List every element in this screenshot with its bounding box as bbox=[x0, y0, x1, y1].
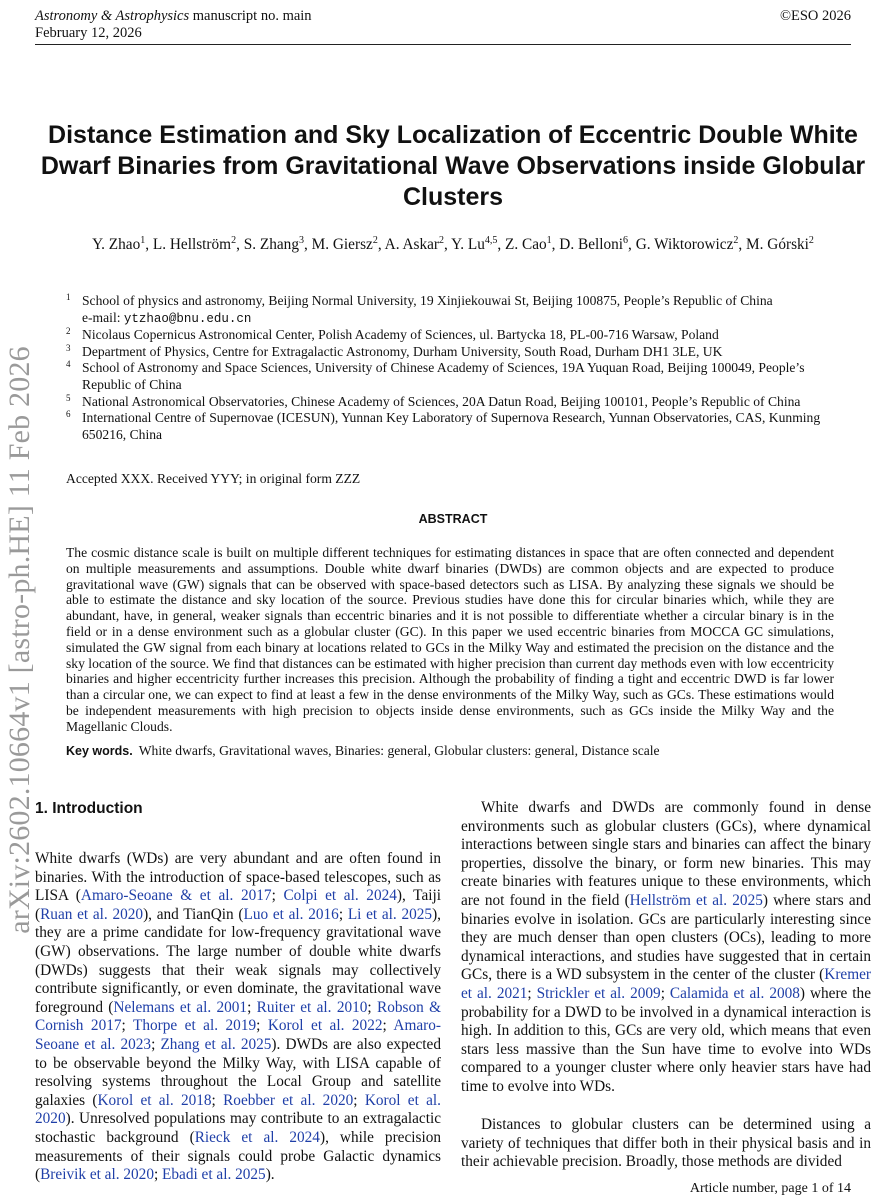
author-name: Z. Cao$^1$ bbox=[505, 235, 552, 254]
body-text: ), and TianQin ( bbox=[143, 905, 244, 923]
author-name: M. Giersz$^2$ bbox=[311, 235, 378, 254]
citation-link[interactable]: Thorpe et al. 2019 bbox=[133, 1017, 257, 1035]
citation-link[interactable]: Breivik et al. 2020 bbox=[40, 1166, 154, 1184]
citation-link[interactable]: Li et al. 2025 bbox=[347, 905, 433, 923]
author-affiliation-mark: 2 bbox=[808, 235, 814, 246]
citation-link[interactable]: Zhang et al. 2025 bbox=[160, 1035, 272, 1053]
author-name: S. Zhang$^3$ bbox=[243, 235, 304, 254]
citation-link[interactable]: Roebber et al. 2020 bbox=[223, 1091, 354, 1109]
citation-link[interactable]: Rieck et al. 2024 bbox=[194, 1128, 320, 1146]
affiliation-number: 3 bbox=[66, 342, 71, 353]
body-text: ; bbox=[153, 1166, 163, 1184]
author-affiliation-mark: 2 bbox=[231, 235, 237, 246]
affiliation-text: International Centre of Supernovae (ICESUN), Yunnan Key Laboratory of Supernova Research, Yunnan Observatories, CAS, Kunming 650216, China bbox=[82, 410, 821, 442]
affiliation-item bbox=[66, 293, 835, 327]
email-line bbox=[82, 310, 835, 328]
affiliation-item bbox=[66, 410, 835, 443]
body-text: ; bbox=[211, 1091, 224, 1109]
citation-link[interactable]: Amaro-Seoane & et al. 2017 bbox=[80, 887, 272, 905]
paper-title: Distance Estimation and Sky Localization of Eccentric Double White Dwarf Binaries from Gravitational Wave Observations inside Globular Clusters bbox=[40, 121, 866, 211]
affiliation-number: 6 bbox=[66, 409, 71, 420]
accepted-line: Accepted XXX. Received YYY; in original form ZZZ bbox=[66, 471, 361, 486]
body-text: ). bbox=[265, 1166, 275, 1184]
intro-paragraph-1 bbox=[35, 850, 441, 1185]
affiliation-item bbox=[66, 327, 835, 344]
body-text: ; bbox=[151, 1035, 161, 1053]
body-text: ; bbox=[353, 1091, 365, 1109]
body-text: Distances to globular clusters can be determined using a variety of techniques that differ both in their physical basis and in their achievable precision. Broadly, those methods are divided bbox=[461, 1116, 871, 1171]
body-text: ; bbox=[338, 905, 348, 923]
body-text: ; bbox=[382, 1017, 394, 1035]
author-affiliation-mark: 3 bbox=[298, 235, 304, 246]
body-text: ; bbox=[256, 1017, 268, 1035]
author-name: Y. Lu$^{4,5}$ bbox=[451, 235, 498, 254]
author-name: G. Wiktorowicz$^2$ bbox=[635, 235, 739, 254]
body-text: ), they are a prime candidate for low-frequency gravitational wave (GW) observations. The large number of double white dwarfs (DWDs) suggests that their weak signals may collectively contribute significantly, or even dominate, the gravitational wave foreground ( bbox=[35, 905, 441, 1016]
body-text: White dwarfs and DWDs are commonly found in dense environments such as globular clusters (GCs), where dynamical interactions between single stars and binaries can affect the binary properties, dissolve the binary, or form new binaries. This may create binaries with features unique to these environments, which are not found in the field ( bbox=[461, 799, 871, 909]
manuscript-label: manuscript no. main bbox=[192, 8, 312, 24]
intro-paragraph-3 bbox=[461, 1116, 871, 1172]
header-date bbox=[35, 24, 851, 42]
author-name: L. Hellström$^2$ bbox=[152, 235, 237, 254]
affiliation-item bbox=[66, 344, 835, 361]
running-header bbox=[35, 7, 851, 25]
author-affiliation-mark: 2 bbox=[439, 235, 445, 246]
body-text: ), Taiji ( bbox=[35, 887, 442, 923]
body-text: ). Unresolved populations may contribute to an extragalactic stochastic background ( bbox=[35, 1110, 441, 1146]
email-link[interactable]: ytzhao@bnu.edu.cn bbox=[123, 311, 252, 326]
affiliation-list bbox=[66, 293, 835, 443]
citation-link[interactable]: Hellström et al. 2025 bbox=[629, 891, 763, 909]
body-text: ; bbox=[367, 998, 378, 1016]
affiliation-item bbox=[66, 394, 835, 411]
citation-link[interactable]: Ebadi et al. 2025 bbox=[162, 1166, 266, 1184]
body-text: ; bbox=[121, 1017, 133, 1035]
author-list: Y. Zhao$^1$, L. Hellström$^2$, S. Zhang$^3$, M. Giersz$^2$, A. Askar$^2$, Y. Lu$^{4,5}$, Z. Cao$^1$, D. Belloni$^6$, G. Wiktorowicz$^2$, M. Górski$^2$ bbox=[92, 235, 814, 254]
affiliation-item bbox=[66, 360, 835, 393]
body-text: ; bbox=[247, 998, 257, 1016]
affiliation-text: School of physics and astronomy, Beijing Normal University, 19 Xinjiekouwai St, Beijing 100875, People’s Republic of China bbox=[82, 293, 773, 308]
citation-link[interactable]: Korol et al. 2022 bbox=[267, 1017, 383, 1035]
affiliation-text: Department of Physics, Centre for Extragalactic Astronomy, Durham University, South Road, Durham DH1 3LE, UK bbox=[82, 343, 723, 359]
author-affiliation-mark: 1 bbox=[546, 235, 552, 246]
author-affiliation-mark: 1 bbox=[140, 235, 146, 246]
author-affiliation-mark: 2 bbox=[372, 235, 378, 246]
body-text: ). DWDs are also expected to be observable beyond the Milky Way, with LISA capable of resolving systems throughout the Local Group and satellite galaxies ( bbox=[35, 1035, 441, 1109]
citation-link[interactable]: Nelemans et al. 2001 bbox=[113, 998, 248, 1016]
keywords bbox=[66, 743, 660, 759]
body-text: ), while precision measurements of their signals could probe Galactic dynamics ( bbox=[35, 1128, 442, 1184]
affiliation-text: National Astronomical Observatories, Chinese Academy of Sciences, 20A Datun Road, Beijing 100101, People’s Republic of China bbox=[82, 393, 801, 409]
intro-paragraph-2 bbox=[461, 799, 871, 1097]
copyright: ©ESO 2026 bbox=[779, 8, 851, 24]
body-text: ; bbox=[527, 984, 537, 1002]
keywords-text: White dwarfs, Gravitational waves, Binaries: general, Globular clusters: general, Distance scale bbox=[138, 743, 660, 758]
arxiv-stamp-text: arXiv:2602.10664v1 [astro-ph.HE] 11 Feb 2026 bbox=[3, 346, 36, 934]
author-affiliation-mark: 6 bbox=[623, 235, 629, 246]
body-text: White dwarfs (WDs) are very abundant and are often found in binaries. With the introduction of space-based telescopes, such as LISA ( bbox=[35, 850, 441, 905]
author-name: Y. Zhao$^1$ bbox=[92, 235, 146, 254]
author-name: A. Askar$^2$ bbox=[384, 235, 445, 254]
arxiv-stamp[interactable] bbox=[2, 300, 38, 980]
citation-link[interactable]: Robson & Cornish 2017 bbox=[35, 998, 441, 1035]
email-label: e-mail: bbox=[82, 309, 124, 325]
abstract-heading: ABSTRACT bbox=[418, 512, 488, 526]
author-affiliation-mark: 4,5 bbox=[484, 235, 498, 246]
affiliation-number: 5 bbox=[66, 392, 71, 403]
body-text: ) where the probability for a DWD to be involved in a dynamical interaction is high. In addition to this, GCs are very old, which means that even stars less massive than the Sun have time to evolve into WDs compared to a younger cluster where only heavier stars have had time to evolve into WDs. bbox=[461, 984, 871, 1095]
page-footer: Article number, page 1 of 14 bbox=[689, 1181, 851, 1196]
citation-link[interactable]: Korol et al. 2018 bbox=[97, 1091, 212, 1109]
affiliation-number: 4 bbox=[66, 359, 71, 370]
affiliation-number: 1 bbox=[66, 292, 71, 302]
section-heading: 1. Introduction bbox=[35, 800, 143, 817]
affiliation-number: 2 bbox=[66, 326, 71, 337]
citation-link[interactable]: Kremer et al. 2021 bbox=[461, 966, 871, 1002]
affiliation-text: Nicolaus Copernicus Astronomical Center, Polish Academy of Sciences, ul. Bartycka 18, PL-00-716 Warsaw, Poland bbox=[82, 327, 719, 343]
affiliation-text: School of Astronomy and Space Sciences, University of Chinese Academy of Sciences, 19A Yuquan Road, Beijing 100049, People’s Republic of China bbox=[82, 360, 805, 392]
date-text: February 12, 2026 bbox=[35, 25, 142, 41]
body-text: ; bbox=[271, 887, 284, 905]
citation-link[interactable]: Amaro-Seoane et al. 2023 bbox=[35, 1017, 441, 1053]
citation-link[interactable]: Luo et al. 2016 bbox=[243, 905, 339, 923]
journal-name: Astronomy & Astrophysics bbox=[35, 8, 190, 24]
citation-link[interactable]: Calamida et al. 2008 bbox=[669, 984, 800, 1002]
body-text: ; bbox=[660, 984, 670, 1002]
header-rule bbox=[35, 44, 851, 45]
citation-link[interactable]: Korol et al. 2020 bbox=[35, 1091, 441, 1128]
citation-link[interactable]: Strickler et al. 2009 bbox=[536, 984, 661, 1002]
citation-link[interactable]: Colpi et al. 2024 bbox=[283, 887, 397, 905]
author-affiliation-mark: 2 bbox=[733, 235, 739, 246]
body-text: ) where stars and binaries evolve in isolation. GCs are particularly interesting since they are much denser than open clusters (OCs), leading to more dynamical interactions, and studies have suggested that in certain GCs, there is a WD subsystem in the center of the cluster ( bbox=[461, 891, 871, 984]
author-name: D. Belloni$^6$ bbox=[559, 235, 629, 254]
abstract-text: The cosmic distance scale is built on multiple different techniques for estimating distances in space that are often connected and dependent on multiple measurements and assumptions. Double white dwarf binaries (DWDs) are common objects and are expected to produce gravitational wave (GW) signals that can be observed with space-based detectors such as LISA. By analyzing these signals we should be able to estimate the distance and sky location of the source. Previous studies have done this for circular binaries which, while they are abundant, have, in general, weaker signals than eccentric binaries and it is not possible to differentiate whether a circular binary is in the field or in a dense environment such as a globular cluster (GC). In this paper we used eccentric binaries from MOCCA GC simulations, simulated the GW signal from each binary at locations related to GCs in the Milky Way and estimated the precision on the distance and the sky location of the source. We find that distances can be estimated with higher precision than current day methods even with low eccentricity binaries and higher eccentricity further increases this precision. Although the probability of finding a tight and eccentric DWD is far lower than a circular one, we can expect to find at least a few in the dense environments of the Milky Way, such as GCs. These estimations would be independent measurements with high precision to objects inside dense environments, such as GCs inside the Milky Way and the Magellanic Clouds. bbox=[66, 545, 834, 734]
citation-link[interactable]: Ruiter et al. 2010 bbox=[256, 998, 368, 1016]
author-name: M. Górski$^2$ bbox=[746, 235, 814, 254]
keywords-label: Key words. bbox=[66, 744, 133, 758]
citation-link[interactable]: Ruan et al. 2020 bbox=[40, 905, 144, 923]
